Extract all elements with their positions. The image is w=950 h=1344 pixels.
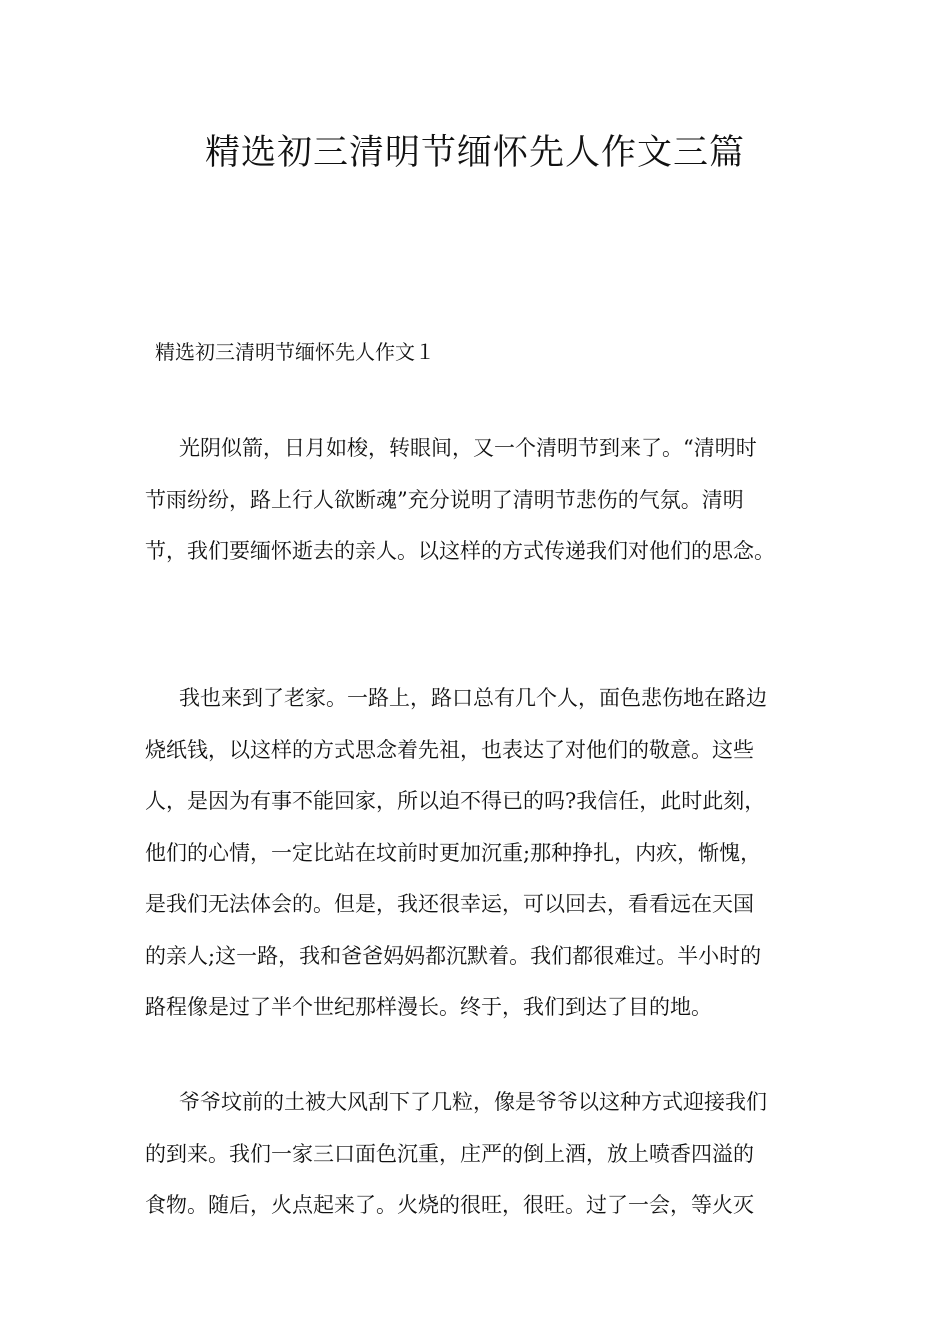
paragraph-line: 他们的心情，一定比站在坟前时更加沉重;那种挣扎，内疚，惭愧， bbox=[145, 840, 762, 865]
paragraph-3 bbox=[145, 1077, 835, 1232]
document-title: 精选初三清明节缅怀先人作文三篇 bbox=[204, 133, 745, 173]
paragraph-line: 我也来到了老家。一路上，路口总有几个人，面色悲伤地在路边 bbox=[179, 686, 767, 710]
paragraph-line: 人，是因为有事不能回家，所以迫不得已的吗?我信任，此时此刻， bbox=[145, 789, 766, 813]
paragraph-line: 节雨纷纷，路上行人欲断魂”充分说明了清明节悲伤的气氛。清明 bbox=[145, 487, 744, 512]
section-heading: 精选初三清明节缅怀先人作文１ bbox=[155, 340, 435, 364]
paragraph-line: 节，我们要缅怀逝去的亲人。以这样的方式传递我们对他们的思念。 bbox=[145, 539, 775, 563]
paragraph-line: 是我们无法体会的。但是，我还很幸运，可以回去，看看远在天国 bbox=[145, 892, 754, 916]
paragraph-line: 食物。随后，火点起来了。火烧的很旺，很旺。过了一会，等火灭 bbox=[145, 1193, 754, 1217]
paragraph-line: 的亲人;这一路，我和爸爸妈妈都沉默着。我们都很难过。半小时的 bbox=[145, 943, 762, 968]
paragraph-line: 路程像是过了半个世纪那样漫长。终于，我们到达了目的地。 bbox=[145, 995, 712, 1019]
paragraph-line: 的到来。我们一家三口面色沉重，庄严的倒上酒，放上喷香四溢的 bbox=[145, 1141, 754, 1166]
paragraph-line: 爷爷坟前的土被大风刮下了几粒，像是爷爷以这种方式迎接我们 bbox=[179, 1090, 767, 1114]
paragraph-line: 烧纸钱，以这样的方式思念着先祖，也表达了对他们的敬意。这些 bbox=[145, 737, 754, 762]
paragraph-2 bbox=[145, 673, 835, 1034]
paragraph-line: 光阴似箭，日月如梭，转眼间，又一个清明节到来了。“清明时 bbox=[179, 436, 757, 460]
paragraph-1 bbox=[145, 423, 835, 578]
